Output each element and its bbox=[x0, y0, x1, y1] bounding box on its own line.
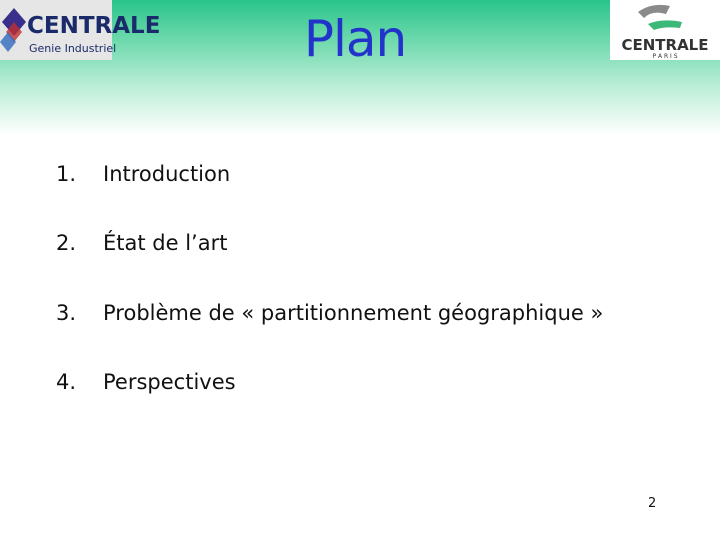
slide-title: Plan bbox=[303, 10, 407, 68]
plan-item-number: 3. bbox=[56, 301, 77, 325]
plan-item-number: 4. bbox=[56, 370, 77, 394]
plan-item-label: État de l’art bbox=[103, 231, 228, 255]
plan-item-probleme bbox=[0, 301, 720, 333]
plan-item-introduction bbox=[0, 162, 720, 194]
plan-item-label: Introduction bbox=[103, 162, 231, 186]
plan-item-number: 1. bbox=[56, 162, 77, 186]
left-logo-subtitle: Genie Industriel bbox=[29, 42, 117, 55]
right-logo-subtitle: P A R I S bbox=[652, 53, 678, 60]
plan-item-number: 2. bbox=[56, 231, 77, 255]
page-number: 2 bbox=[648, 496, 657, 511]
plan-item-label: Problème de « partitionnement géographique » bbox=[103, 301, 604, 325]
plan-item-perspectives bbox=[0, 370, 720, 402]
right-logo-brand: CENTRALE bbox=[621, 36, 709, 54]
plan-item-label: Perspectives bbox=[103, 370, 236, 394]
left-logo-brand: CENTRALE bbox=[27, 13, 161, 39]
plan-item-etat-de-l-art bbox=[0, 231, 720, 263]
